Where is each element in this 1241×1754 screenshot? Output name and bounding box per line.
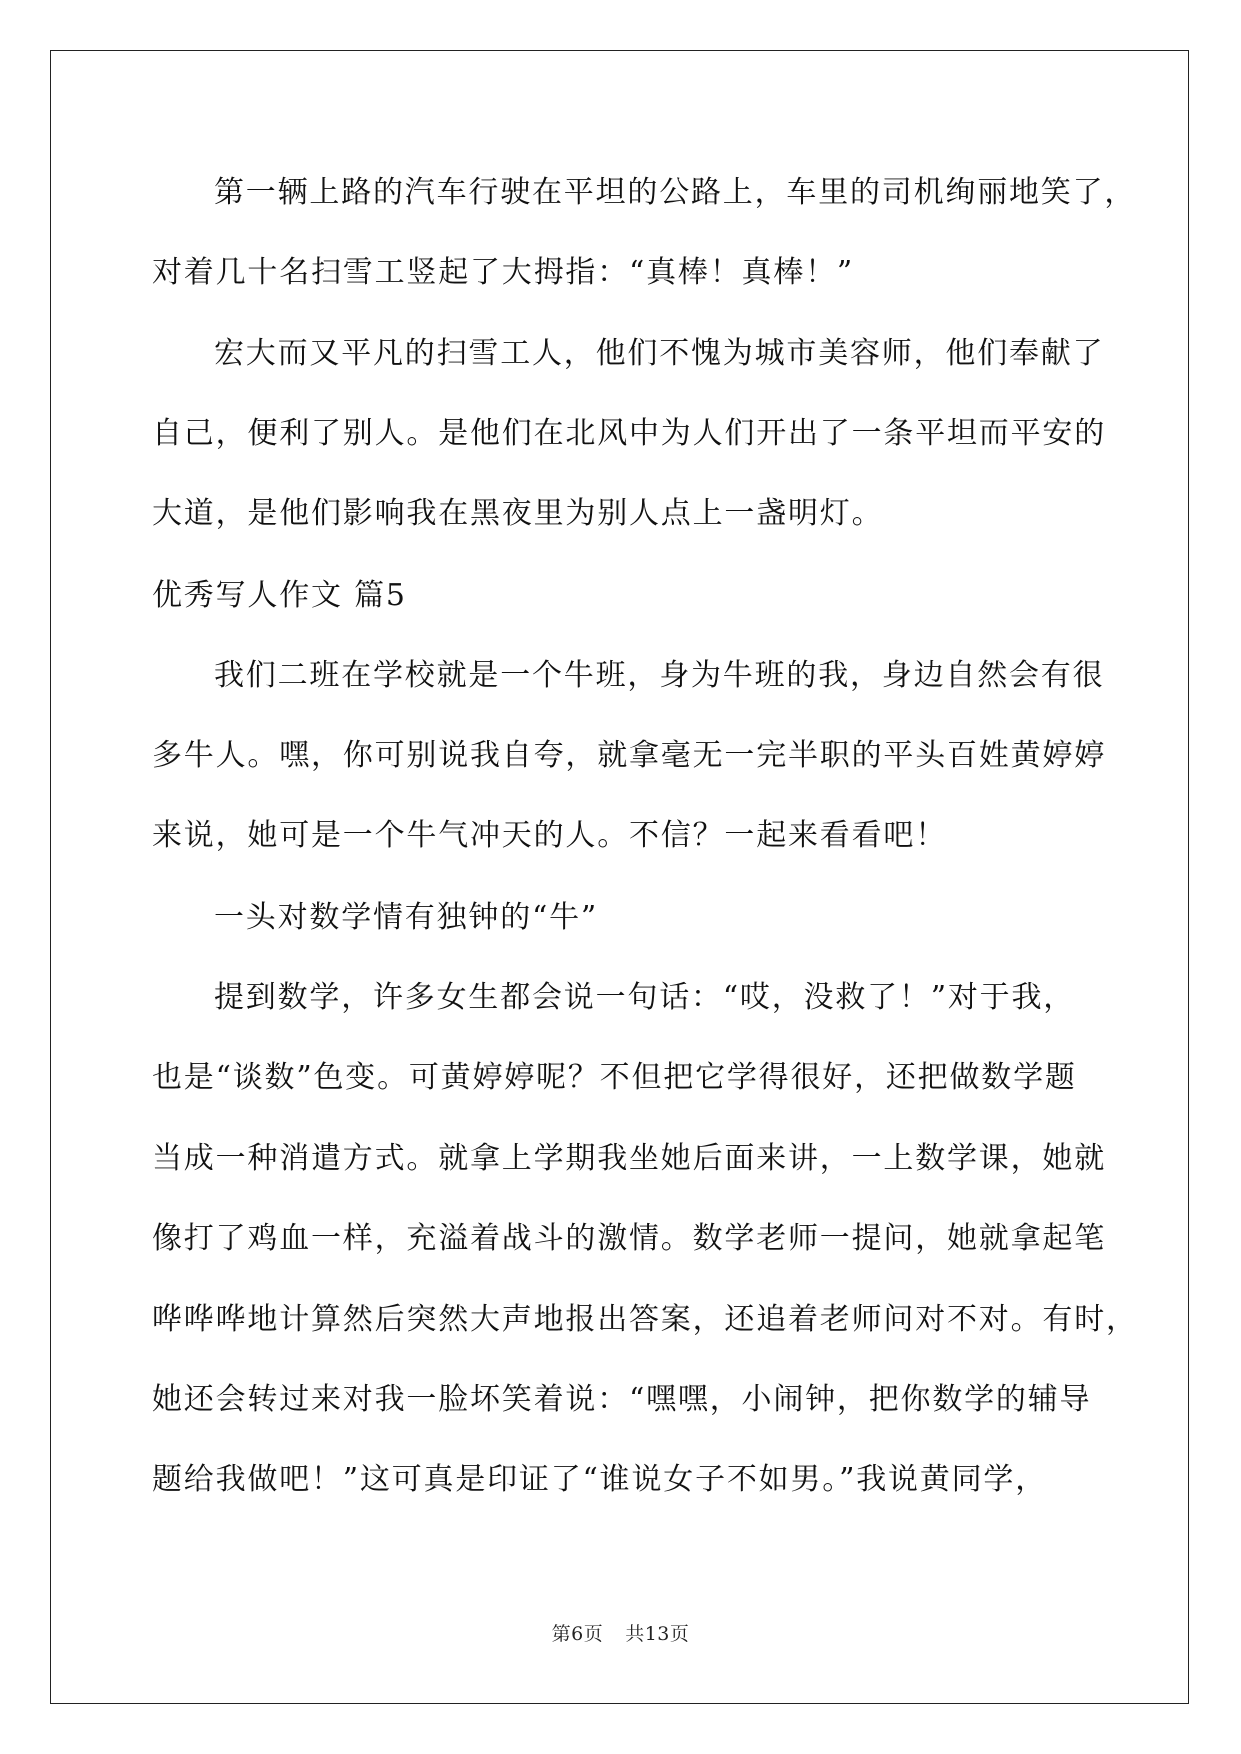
paragraph-line: 当成一种消遣方式。就拿上学期我坐她后面来讲，一上数学课，她就 xyxy=(152,1141,1106,1176)
section-heading: 优秀写人作文 篇5 xyxy=(152,578,407,613)
paragraph-line: 她还会转过来对我一脸坏笑着说：“嘿嘿，小闹钟，把你数学的辅导 xyxy=(152,1382,1092,1417)
paragraph-line: 大道，是他们影响我在黑夜里为别人点上一盏明灯。 xyxy=(152,496,884,531)
paragraph-line: 提到数学，许多女生都会说一句话：“哎，没救了！”对于我， xyxy=(214,980,1076,1015)
page-number: 第6页 xyxy=(551,1623,604,1645)
paragraph-line: 对着几十名扫雪工竖起了大拇指：“真棒！真棒！” xyxy=(152,255,855,290)
paragraph-line: 题给我做吧！”这可真是印证了“谁说女子不如男。”我说黄同学， xyxy=(152,1462,1048,1497)
page-footer xyxy=(0,1622,1241,1646)
paragraph-line: 来说，她可是一个牛气冲天的人。不信？一起来看看吧！ xyxy=(152,818,947,853)
paragraph-line: 多牛人。嘿，你可别说我自夸，就拿毫无一完半职的平头百姓黄婷婷 xyxy=(152,738,1106,773)
paragraph-line: 第一辆上路的汽车行驶在平坦的公路上，车里的司机绚丽地笑了， xyxy=(214,175,1137,210)
page-total: 共13页 xyxy=(625,1623,690,1645)
page-border xyxy=(50,50,1189,1704)
paragraph-line: 我们二班在学校就是一个牛班，身为牛班的我，身边自然会有很 xyxy=(214,658,1105,693)
paragraph-line: 像打了鸡血一样，充溢着战斗的激情。数学老师一提问，她就拿起笔 xyxy=(152,1221,1106,1256)
paragraph-line: 也是“谈数”色变。可黄婷婷呢？不但把它学得很好，还把做数学题 xyxy=(152,1060,1077,1095)
paragraph-line: 哗哗哗地计算然后突然大声地报出答案，还追着老师问对不对。有时， xyxy=(152,1302,1138,1337)
paragraph-line: 宏大而又平凡的扫雪工人，他们不愧为城市美容师，他们奉献了 xyxy=(214,336,1105,371)
paragraph-line: 自己，便利了别人。是他们在北风中为人们开出了一条平坦而平安的 xyxy=(152,416,1106,451)
subheading: 一头对数学情有独钟的“牛” xyxy=(214,900,599,935)
